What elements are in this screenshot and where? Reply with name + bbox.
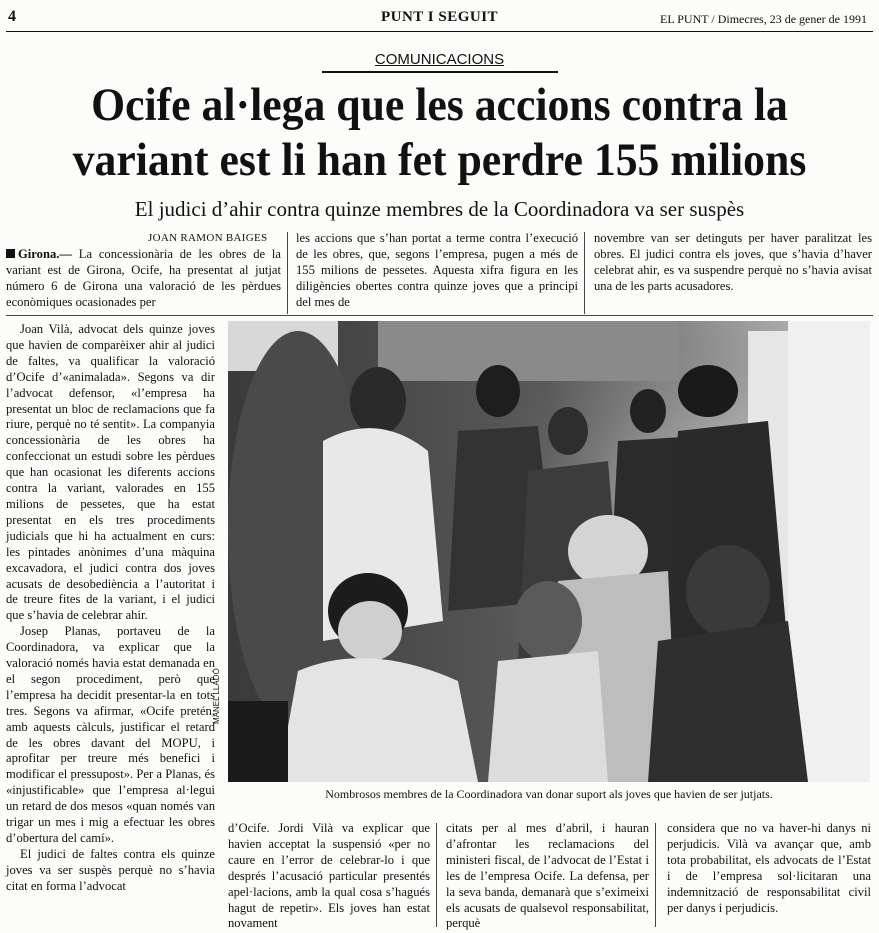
- paragraph: El judici de faltes contra els quinze joves va ser suspès perquè no s’havia citat en forma l’advocat: [6, 846, 215, 893]
- paragraph: Joan Vilà, advocat dels quinze joves que havien de comparèixer ahir al judici de faltes, va qualificar la valoració d’Ocife d’«animalada». Segons va dir l’advocat defensor, «l’empresa ha presentat un bloc de reclamacions que fa riure, perquè no té sentit». La companyia concessionària de les obres ha confeccionat un estudi sobre les pèrdues que han ocasionat les diferents accions contra la variant, valorades en 155 milions de pessetes, que ha estat presentat en els tres procediments judicials que hi ha actualment en curs: les pintades anònimes d’una màquina excavadora, el judici contra dos joves acusats de desobediència a l’autoritat i de treure fites de la variant, i el judici que s’havia de celebrar ahir.: [6, 322, 215, 623]
- rubric: [0, 51, 879, 68]
- body-column-left: [6, 322, 215, 895]
- column-rule: [287, 232, 288, 314]
- dateline: EL PUNT / Dimecres, 23 de gener de 1991: [660, 12, 867, 26]
- paragraph: Josep Planas, portaveu de la Coordinadora, va explicar que la valoració només havia estat demanada en el segon procediment, però que l’empresa ha decidit presentar-la en tots tres. Segons va afirmar, «Ocife pretén, amb aquests càlculs, justificar el retard de les obres davant del MOPU, i aprofitar per treure més benefici i modificar el pressupost». Per a Planas, és «injustificable» que l’empresa al·legui un retard de dos mesos «quan només van trigar un mes i mig a efectuar les obres d’obertura del camí».: [6, 624, 215, 845]
- paragraph: d’Ocife. Jordi Vilà va explicar que havien acceptat la suspensió «per no caure en l’error de celebrar-lo i que després l’acusació particular presentés apel·lacions, amb la qual cosa s’hagués hagut de repetir». Els joves han estat novament: [228, 821, 430, 931]
- news-photo: [228, 321, 870, 782]
- body-column-f: [667, 821, 871, 916]
- rubric-label: COMUNICACIONS: [374, 51, 505, 68]
- photo-caption: Nombrosos membres de la Coordinadora van donar suport als joves que havien de ser jutjats.: [325, 787, 773, 801]
- column-rule: [584, 232, 585, 314]
- bullet-square-icon: [6, 249, 15, 258]
- paragraph: citats per al mes d’abril, i hauran d’afrontar les reclamacions del ministeri fiscal, de l’advocat de l’Estat i les de l’empresa Ocife. La defensa, per la seva banda, demanarà que s’eximeixi els acusats de qualsevol responsabilitat, perquè: [446, 821, 649, 931]
- lead-column-3-text: novembre van ser detinguts per haver paralitzat les obres. El judici contra els joves, que s’havia d’haver celebrat ahir, es va suspendre perquè no s’havia avisat una de les parts acusadores.: [594, 231, 872, 293]
- byline: JOAN RAMON BAIGES: [148, 232, 268, 244]
- column-rule: [436, 823, 437, 927]
- headline-line-2: variant est li han fet perdre 155 milions: [72, 134, 807, 186]
- section-title: PUNT I SEGUIT: [380, 9, 499, 25]
- body-column-e: [446, 821, 649, 932]
- lead-column-2-text: les accions que s’han portat a terme contra l’execució de les obres, que, segons l’empresa, pugen a més de 155 milions de pessetes. Aquesta xifra figura en les diligències obertes contra quinze joves que a principi del mes de: [296, 231, 578, 309]
- headline: [36, 78, 842, 188]
- lead-rule: [6, 315, 873, 316]
- subheadline: El judici d’ahir contra quinze membres de la Coordinadora va ser suspès: [134, 197, 745, 221]
- lead-column-3: [594, 231, 872, 295]
- page-number: 4: [8, 8, 16, 25]
- lead-column-2: [296, 231, 578, 311]
- photo-credit: MANEL LLADÓ: [212, 668, 221, 724]
- lead-text: La concessionària de les obres de la variant est de Girona, Ocife, ha presentat al jutjat número 6 de Girona una valoració de les pèrdues econòmiques ocasionades per: [6, 247, 281, 309]
- paragraph: considera que no va haver-hi danys ni perjudicis. Vilà va avançar que, amb tota probabilitat, els advocats de l’Estat i de l’empresa sol·licitaran una indemnització de responsabilitat civil per danys i perjudicis.: [667, 821, 871, 915]
- headline-line-1: Ocife al·lega que les accions contra la: [91, 79, 788, 131]
- header-rule: [6, 31, 873, 32]
- body-column-d: [228, 821, 430, 932]
- column-rule: [655, 823, 656, 927]
- rubric-rule: [322, 71, 558, 73]
- lead-column: [6, 247, 281, 311]
- lead-place: Girona.—: [18, 247, 72, 261]
